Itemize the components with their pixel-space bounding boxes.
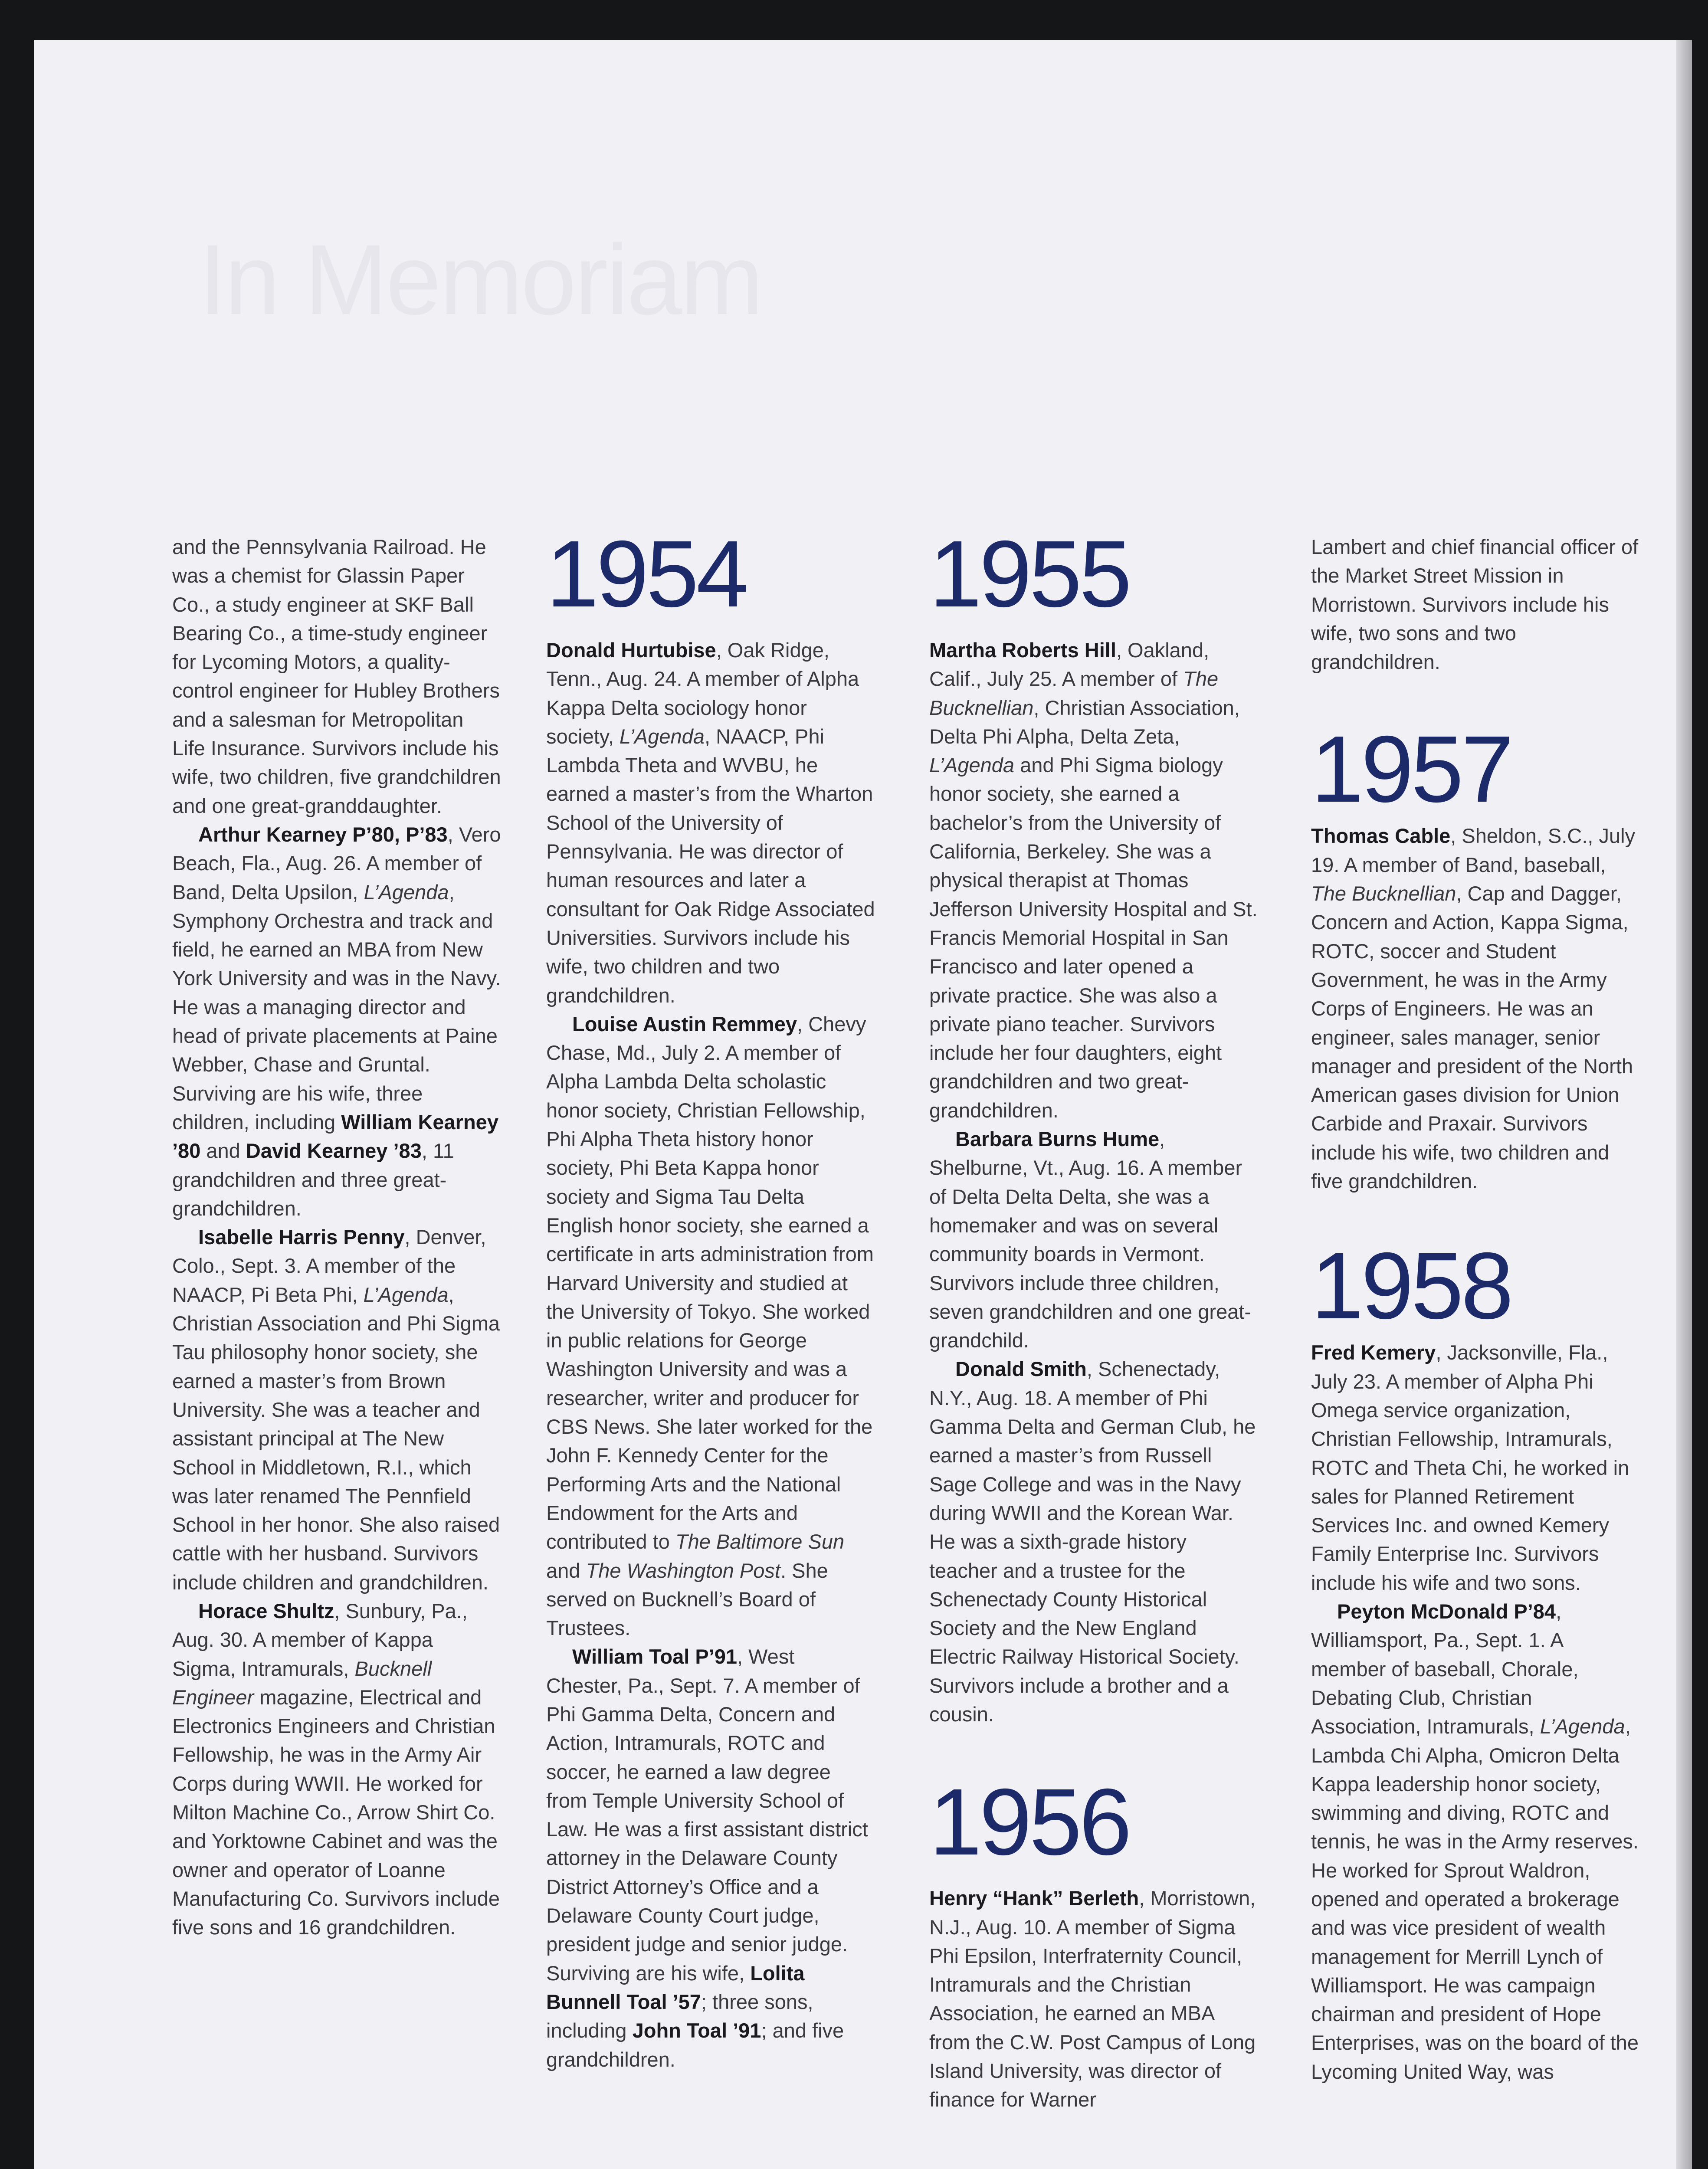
obituary-entry: Horace Shultz, Sunbury, Pa., Aug. 30. A member of Kappa Sigma, Intramurals, Bucknell Engineer magazine, Electrical and Electronics Engineers and Christian Fellowship, he was in the Army Air Corps during WWII. He worked for Milton Machine Co., Arrow Shirt Co. and Yorktowne Cabinet and was the owner and operator of Loanne Manufacturing Co. Survivors include five sons and 16 grandchildren. bbox=[172, 1599, 500, 1939]
continued-entry: Lambert and chief financial officer of the Market Street Mission in Morristown. Survivors include his wife, two sons and two grandchildren. bbox=[1311, 535, 1639, 674]
class-year-heading: 1958 bbox=[1311, 1233, 1511, 1339]
class-year-heading: 1956 bbox=[929, 1769, 1129, 1875]
deceased-name: Isabelle Harris Penny bbox=[198, 1225, 405, 1249]
deceased-name: Donald Hurtubise bbox=[546, 639, 716, 662]
column-1 bbox=[172, 533, 502, 1942]
deceased-name: Henry “Hank” Berleth bbox=[929, 1887, 1139, 1910]
deceased-name: Horace Shultz bbox=[198, 1599, 334, 1622]
class-year-heading: 1957 bbox=[1311, 717, 1511, 822]
class-year-heading: 1954 bbox=[546, 521, 746, 627]
obituary-entry: Thomas Cable, Sheldon, S.C., July 19. A member of Band, baseball, The Bucknellian, Cap and Dagger, Concern and Action, Kappa Sigma, ROTC, soccer and Student Government, he was in the Army Corps of Engineers. He was an engineer, sales manager, senior manager and president of the North American gases division for Union Carbide and Praxair. Survivors include his wife, two children and five grandchildren. bbox=[1311, 824, 1636, 1193]
obituary-entry: Henry “Hank” Berleth, Morristown, N.J., Aug. 10. A member of Sigma Phi Epsilon, Interfraternity Council, Intramurals and the Christian Association, he earned an MBA from the C.W. Post Campus of Long Island University, was director of finance for Warner bbox=[929, 1887, 1256, 2111]
deceased-name: Barbara Burns Hume bbox=[955, 1127, 1160, 1151]
relative-name: William Kearney ’80 bbox=[172, 1110, 498, 1163]
obituary-entry: Barbara Burns Hume, Shelburne, Vt., Aug. 16. A member of Delta Delta Delta, she was a homemaker and was on several community boards in Vermont. Survivors include three children, seven grandchildren and one great-grandchild. bbox=[929, 1127, 1252, 1352]
obituary-entry: William Toal P’91, West Chester, Pa., Sept. 7. A member of Phi Gamma Delta, Concern and Action, Intramurals, ROTC and soccer, he earned a law degree from Temple University School of Law. He was a first assistant district attorney in the Delaware County District Attorney’s Office and a Delaware County Court judge, president judge and senior judge. Surviving are his wife, Lolita Bunnell Toal ’57; three sons, including John Toal ’91; and five grandchildren. bbox=[546, 1645, 868, 2071]
obituary-entry: Louise Austin Remmey, Chevy Chase, Md., July 2. A member of Alpha Lambda Delta scholastic honor society, Christian Fellowship, Phi Alpha Theta history honor society, Phi Beta Kappa honor society and Sigma Tau Delta English honor society, she earned a certificate in arts administration from Harvard University and studied at the University of Tokyo. She worked in public relations for George Washington University and was a researcher, writer and producer for CBS News. She later worked for the John F. Kennedy Center for the Performing Arts and the National Endowment for the Arts and contributed to The Baltimore Sun and The Washington Post. She served on Bucknell’s Board of Trustees. bbox=[546, 1012, 874, 1640]
deceased-name: Donald Smith bbox=[955, 1357, 1087, 1381]
continued-entry: and the Pennsylvania Railroad. He was a chemist for Glassin Paper Co., a study engineer at SKF Ball Bearing Co., a time-study engineer for Lycoming Motors, a quality-control engineer for Hubley Brothers and a salesman for Metropolitan Life Insurance. Survivors include his wife, two children, five grandchildren and one great-granddaughter. bbox=[172, 535, 501, 817]
relative-name: David Kearney ’83 bbox=[246, 1139, 422, 1163]
page-title: In Memoriam bbox=[199, 224, 762, 335]
deceased-name: Fred Kemery bbox=[1311, 1341, 1436, 1364]
column-2 bbox=[546, 521, 876, 2074]
obituary-entry: Donald Hurtubise, Oak Ridge, Tenn., Aug. 24. A member of Alpha Kappa Delta sociology honor society, L’Agenda, NAACP, Phi Lambda Theta and WVBU, he earned a master’s from the Wharton School of the University of Pennsylvania. He was director of human resources and later a consultant for Oak Ridge Associated Universities. Survivors include his wife, two children and two grandchildren. bbox=[546, 639, 875, 1007]
deceased-name: Thomas Cable bbox=[1311, 824, 1451, 848]
deceased-name: Peyton McDonald P’84 bbox=[1337, 1600, 1556, 1623]
obituary-entry: Fred Kemery, Jacksonville, Fla., July 23. A member of Alpha Phi Omega service organization, Christian Fellowship, Intramurals, ROTC and Theta Chi, he worked in sales for Planned Retirement Services Inc. and owned Kemery Family Enterprise Inc. Survivors include his wife and two sons. bbox=[1311, 1341, 1629, 1594]
class-year-heading: 1955 bbox=[929, 521, 1129, 627]
deceased-name: Arthur Kearney P’80, P’83 bbox=[198, 822, 448, 846]
column-3 bbox=[929, 521, 1259, 2114]
deceased-name: William Toal P’91 bbox=[572, 1645, 738, 1668]
relative-name: Lolita Bunnell Toal ’57 bbox=[546, 1961, 805, 2013]
obituary-entry: Martha Roberts Hill, Oakland, Calif., July 25. A member of The Bucknellian, Christian Association, Delta Phi Alpha, Delta Zeta, L’Agenda and Phi Sigma biology honor society, she earned a bachelor’s from the University of California, Berkeley. She was a physical therapist at Thomas Jefferson University Hospital and St. Francis Memorial Hospital in San Francisco and later opened a private practice. She was also a private piano teacher. Survivors include her four daughters, eight grandchildren and two great-grandchildren. bbox=[929, 639, 1258, 1122]
column-4 bbox=[1311, 533, 1641, 2086]
relative-name: John Toal ’91 bbox=[632, 2019, 761, 2042]
obituary-entry: Isabelle Harris Penny, Denver, Colo., Sept. 3. A member of the NAACP, Pi Beta Phi, L’Agenda, Christian Association and Phi Sigma Tau philosophy honor society, she earned a master’s from Brown University. She was a teacher and assistant principal at The New School in Middletown, R.I., which was later renamed The Pennfield School in her honor. She also raised cattle with her husband. Survivors include children and grandchildren. bbox=[172, 1225, 500, 1594]
deceased-name: Martha Roberts Hill bbox=[929, 639, 1116, 662]
page-spine-shadow bbox=[1676, 40, 1692, 2169]
obituary-entry: Arthur Kearney P’80, P’83, Vero Beach, Fla., Aug. 26. A member of Band, Delta Upsilon, L’Agenda, Symphony Orchestra and track and field, he earned an MBA from New York University and was in the Navy. He was a managing director and head of private placements at Paine Webber, Chase and Gruntal. Surviving are his wife, three children, including William Kearney ’80 and David Kearney ’83, 11 grandchildren and three great-grandchildren. bbox=[172, 822, 501, 1220]
obituary-entry: Peyton McDonald P’84, Williamsport, Pa., Sept. 1. A member of baseball, Chorale, Debating Club, Christian Association, Intramurals, L’Agenda, Lambda Chi Alpha, Omicron Delta Kappa leadership honor society, swimming and diving, ROTC and tennis, he was in the Army reserves. He worked for Sprout Waldron, opened and operated a brokerage and was vice president of wealth management for Merrill Lynch of Williamsport. He was campaign chairman and president of Hope Enterprises, was on the board of the Lycoming United Way, was bbox=[1311, 1600, 1639, 2083]
deceased-name: Louise Austin Remmey bbox=[572, 1012, 797, 1035]
obituary-entry: Donald Smith, Schenectady, N.Y., Aug. 18. A member of Phi Gamma Delta and German Club, he earned a master’s from Russell Sage College and was in the Navy during WWII and the Korean War. He was a sixth-grade history teacher and a trustee for the Schenectady County Historical Society and the New England Electric Railway Historical Society. Survivors include a brother and a cousin. bbox=[929, 1357, 1256, 1726]
